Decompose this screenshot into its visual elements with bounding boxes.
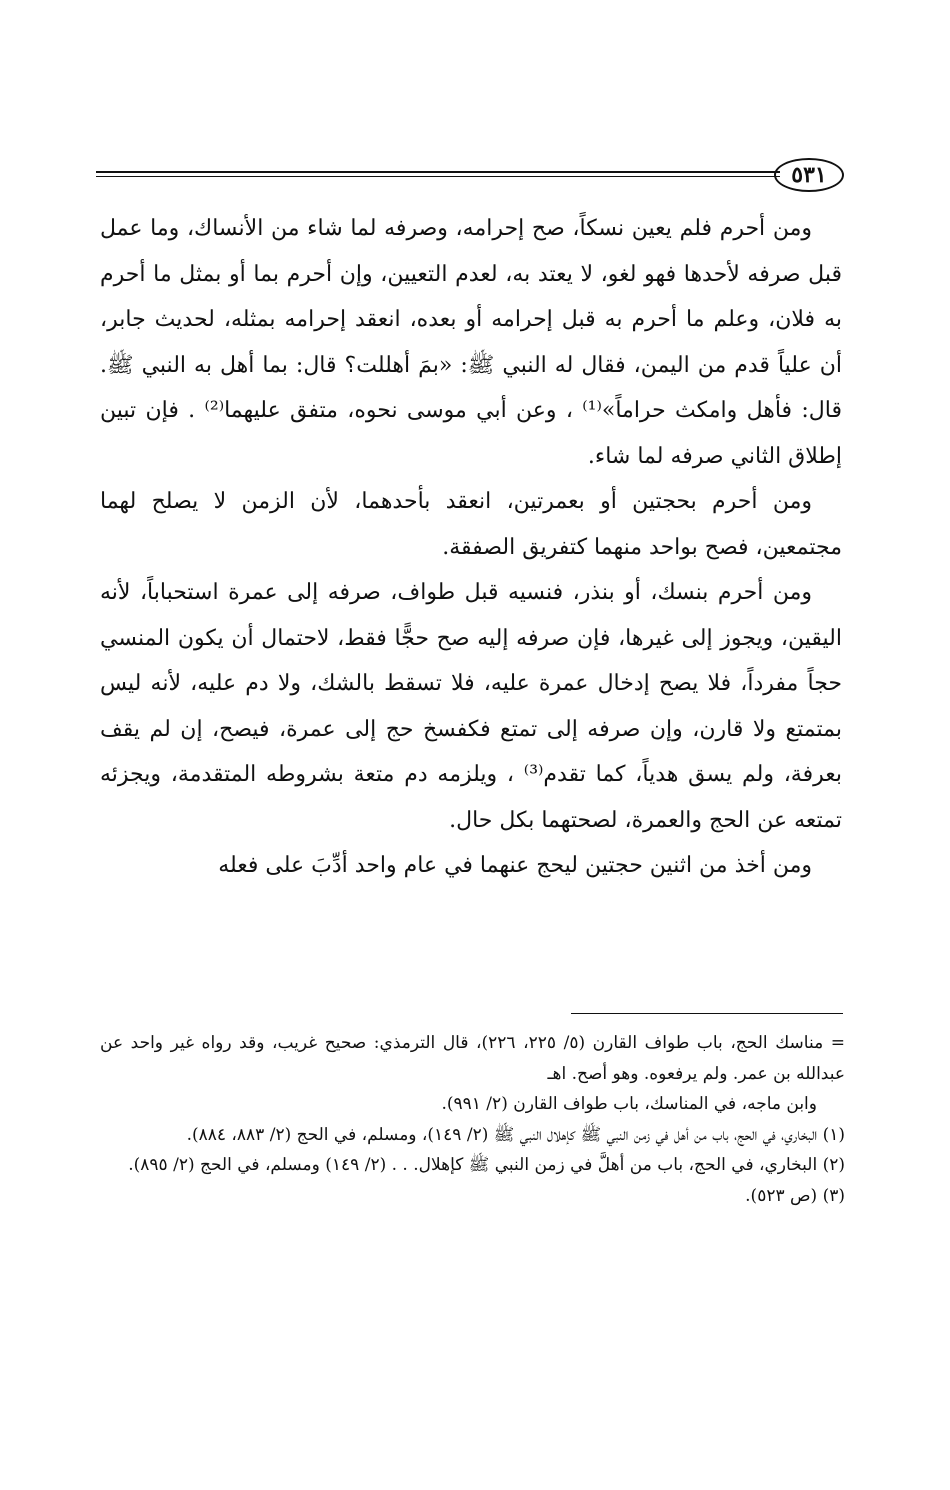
footnote-separator <box>571 1013 843 1014</box>
paragraph: ومن أخذ من اثنين حجتين ليحج عنهما في عام واحد أدِّبَ على فعله <box>218 853 812 878</box>
page-number: ٥٣١ <box>774 158 844 192</box>
main-text <box>100 206 842 889</box>
footnote-continuation: وابن ماجه، في المناسك، باب طواف القارن (٢/ ٩٩١). <box>441 1094 817 1114</box>
footnote-continuation: = مناسك الحج، باب طواف القارن (٥/ ٢٢٥، ٢٢٦)، قال الترمذي: صحيح غريب، وقد رواه غير واحد عن عبدالله بن عمر. ولم يرفعوه. وهو أصح. اهـ <box>100 1033 846 1084</box>
footnotes <box>100 1028 845 1211</box>
header-rule <box>96 171 780 177</box>
paragraph: ومن أحرم فلم يعين نسكاً، صح إحرامه، وصرفه لما شاء من الأنساك، وما عمل قبل صرفه لأحدها فهو لغو، لا يعتد به، لعدم التعيين، وإن أحرم بما أو بمثل ما أحرم به فلان، وعلم ما أحرم به قبل إحرامه أو بعده، انعقد إحرامه بمثله، لحديث جابر، أن علياً قدم من اليمن، فقال له النبي ﷺ: «بمَ أهللت؟ قال: بما أهل به النبي ﷺ. قال: فأهل وامكث حراماً»⁽¹⁾ ، وعن أبي موسى نحوه، متفق عليهما⁽²⁾ . فإن تبين إطلاق الثاني صرفه لما شاء. <box>100 216 842 469</box>
footnote: (١) البخاري، في الحج، باب من أهل في زمن النبي ﷺ كإهلال النبي ﷺ (٢/ ١٤٩)، ومسلم، في الحج (٢/ ٨٨٣، ٨٨٤). <box>186 1124 845 1145</box>
paragraph: ومن أحرم بحجتين أو بعمرتين، انعقد بأحدهما، لأن الزمن لا يصلح لهما مجتمعين، فصح بواحد منهما كتفريق الصفقة. <box>100 489 842 560</box>
footnote: (٣) (ص ٥٢٣). <box>745 1185 845 1206</box>
page-header <box>96 158 844 192</box>
paragraph: ومن أحرم بنسك، أو بنذر، فنسيه قبل طواف، صرفه إلى عمرة استحباباً، لأنه اليقين، ويجوز إلى غيرها، فإن صرفه إليه صح حجًّا فقط، لاحتمال أن يكون المنسي حجاً مفرداً، فلا يصح إدخال عمرة عليه، فلا تسقط بالشك، ولا دم عليه، لأنه ليس بمتمتع ولا قارن، وإن صرفه إلى تمتع فكفسخ حج إلى عمرة، فيصح، إن لم يقف بعرفة، ولم يسق هدياً، كما تقدم⁽³⁾ ، ويلزمه دم متعة بشروطه المتقدمة، ويجزئه تمتعه عن الحج والعمرة، لصحتهما بكل حال. <box>100 580 842 833</box>
footnote: (٢) البخاري، في الحج، باب من أهلَّ في زمن النبي ﷺ كإهلال. . . (٢/ ١٤٩) ومسلم، في الحج (٢/ ٨٩٥). <box>128 1155 845 1175</box>
